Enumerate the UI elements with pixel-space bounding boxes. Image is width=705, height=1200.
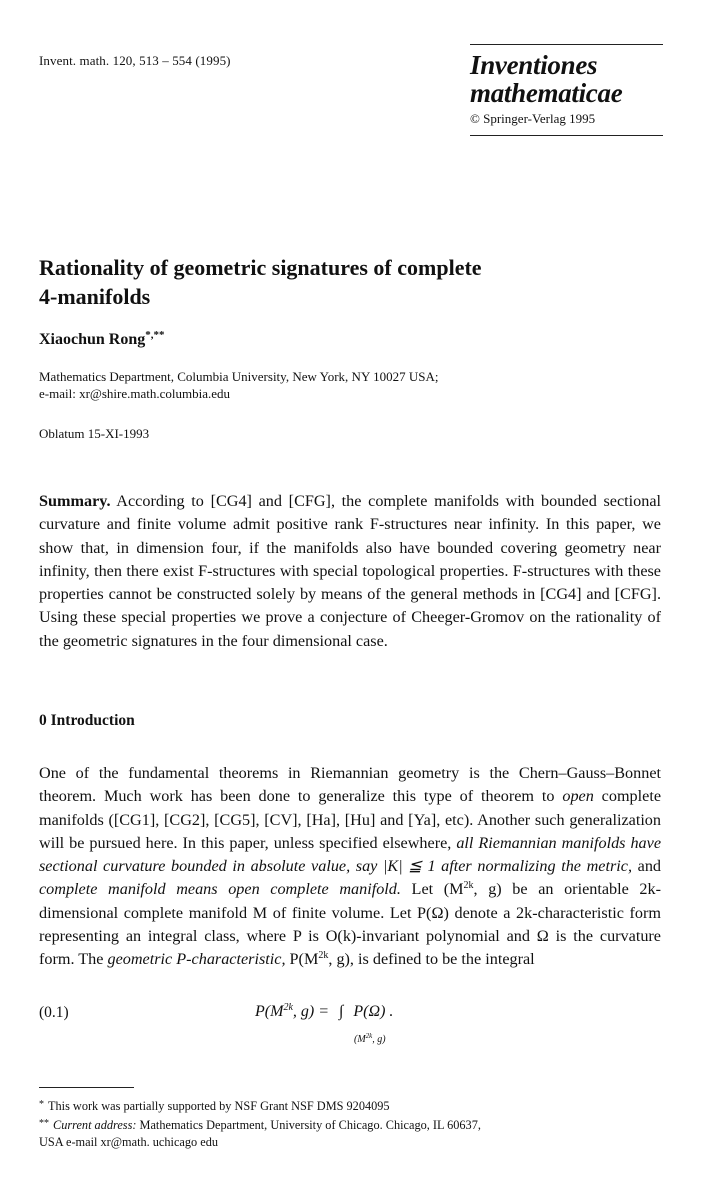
- equation-lhs-superscript: 2k: [283, 1002, 293, 1013]
- summary-paragraph: [39, 490, 661, 653]
- intro-text-6b: , g), is defined to be the integral: [328, 950, 535, 969]
- journal-name-line1: Inventiones: [470, 50, 598, 80]
- running-head: Invent. math. 120, 513 – 554 (1995): [39, 53, 231, 68]
- intro-text-4: Let (M: [400, 880, 464, 899]
- equation-number: (0.1): [39, 1004, 69, 1021]
- intro-italic-geometric-characteristic: geometric P-characteristic,: [107, 950, 286, 969]
- footnote-rule: [39, 1087, 134, 1088]
- journal-masthead: [470, 44, 663, 136]
- introduction-paragraph: [39, 762, 661, 972]
- paper-title: [39, 253, 659, 311]
- intro-italic-open: open: [562, 787, 594, 806]
- journal-copyright: © Springer-Verlag 1995: [470, 111, 596, 126]
- intro-text-2: complete manifolds ([CG1], [CG2], [CG5], [CV], [Ha], [Hu] and [Ya], etc). Another such generalization will be pursued here. In this paper, unless specified elsewhere,: [39, 787, 661, 852]
- equation-lhs-end: , g) =: [292, 1003, 330, 1020]
- footnote-1-mark: *: [39, 1099, 44, 1110]
- equation-rhs: P(Ω) .: [353, 1003, 394, 1020]
- intro-text-4b: , g) be an orientable 2k-dimensional complete manifold M of finite volume. Let P(Ω) denote a 2k-characteristic form representing an integral class, where P is O(k)-invariant polynomial and Ω is the curvature form. The: [39, 880, 662, 969]
- footnote-2-text: Mathematics Department, University of Chicago. Chicago, IL 60637,: [136, 1118, 481, 1132]
- footnote-1: [39, 1096, 659, 1115]
- author-footnote-marks: *,**: [145, 329, 165, 341]
- integral-domain: [354, 1032, 386, 1045]
- footnote-2-label: Current address:: [53, 1118, 137, 1132]
- received-date: Oblatum 15-XI-1993: [39, 426, 150, 441]
- paper-title-line1: Rationality of geometric signatures of complete: [39, 255, 482, 280]
- author-email: e-mail: xr@shire.math.columbia.edu: [39, 386, 231, 401]
- author-name: Xiaochun Rong: [39, 331, 146, 348]
- masthead-bottom-rule: [470, 135, 663, 136]
- intro-text-6: P(M: [285, 950, 319, 969]
- journal-name: [470, 51, 663, 107]
- intro-superscript-2k: 2k: [463, 880, 474, 892]
- equation-0-1: [255, 1002, 393, 1021]
- summary-label: Summary.: [39, 492, 111, 510]
- integral-domain-end: , g): [372, 1034, 386, 1045]
- footnote-2: [39, 1115, 659, 1134]
- integral-sign: ∫: [339, 1003, 344, 1020]
- integral-domain-start: (M: [354, 1034, 366, 1045]
- intro-superscript-2k-second: 2k: [318, 950, 329, 962]
- intro-text-3: and: [632, 857, 662, 876]
- footnotes: [39, 1096, 659, 1151]
- footnote-1-text: This work was partially supported by NSF Grant NSF DMS 9204095: [48, 1099, 390, 1113]
- intro-italic-assumption: all Riemannian manifolds have sectional curvature bounded in absolute value, say |K| ≦ 1 after normalizing the metric,: [39, 833, 662, 876]
- paper-title-line2: 4-manifolds: [39, 284, 151, 309]
- summary-text: According to [CG4] and [CFG], the complete manifolds with bounded sectional curvature and finite volume admit positive rank F-structures near infinity. In this paper, we show that, in dimension four, if the manifolds also have bounded covering geometry near infinity, then there exist F-structures with special topological properties. F-structures with these properties cannot be constructed solely by means of the general methods in [CG4] and [CFG]. Using these special properties we prove a conjecture of Cheeger-Gromov on the rationality of the geometric signatures in the four dimensional case.: [39, 492, 662, 650]
- section-heading: 0 Introduction: [39, 712, 135, 729]
- integral-domain-superscript: 2k: [365, 1032, 373, 1040]
- equation-lhs: P(M: [255, 1003, 284, 1020]
- footnote-2-mark: **: [39, 1118, 49, 1129]
- journal-name-line2: mathematicae: [470, 78, 623, 108]
- footnote-2-email: USA e-mail xr@math. uchicago edu: [39, 1135, 218, 1149]
- masthead-top-rule: [470, 44, 663, 45]
- intro-italic-definition: complete manifold means open complete manifold.: [39, 880, 401, 899]
- affiliation-line: Mathematics Department, Columbia University, New York, NY 10027 USA;: [39, 369, 439, 384]
- intro-text-1: One of the fundamental theorems in Riemannian geometry is the Chern–Gauss–Bonnet theorem. Much work has been done to generalize this type of theorem to: [39, 764, 661, 806]
- author-affiliation: [39, 368, 639, 402]
- author: [39, 329, 165, 349]
